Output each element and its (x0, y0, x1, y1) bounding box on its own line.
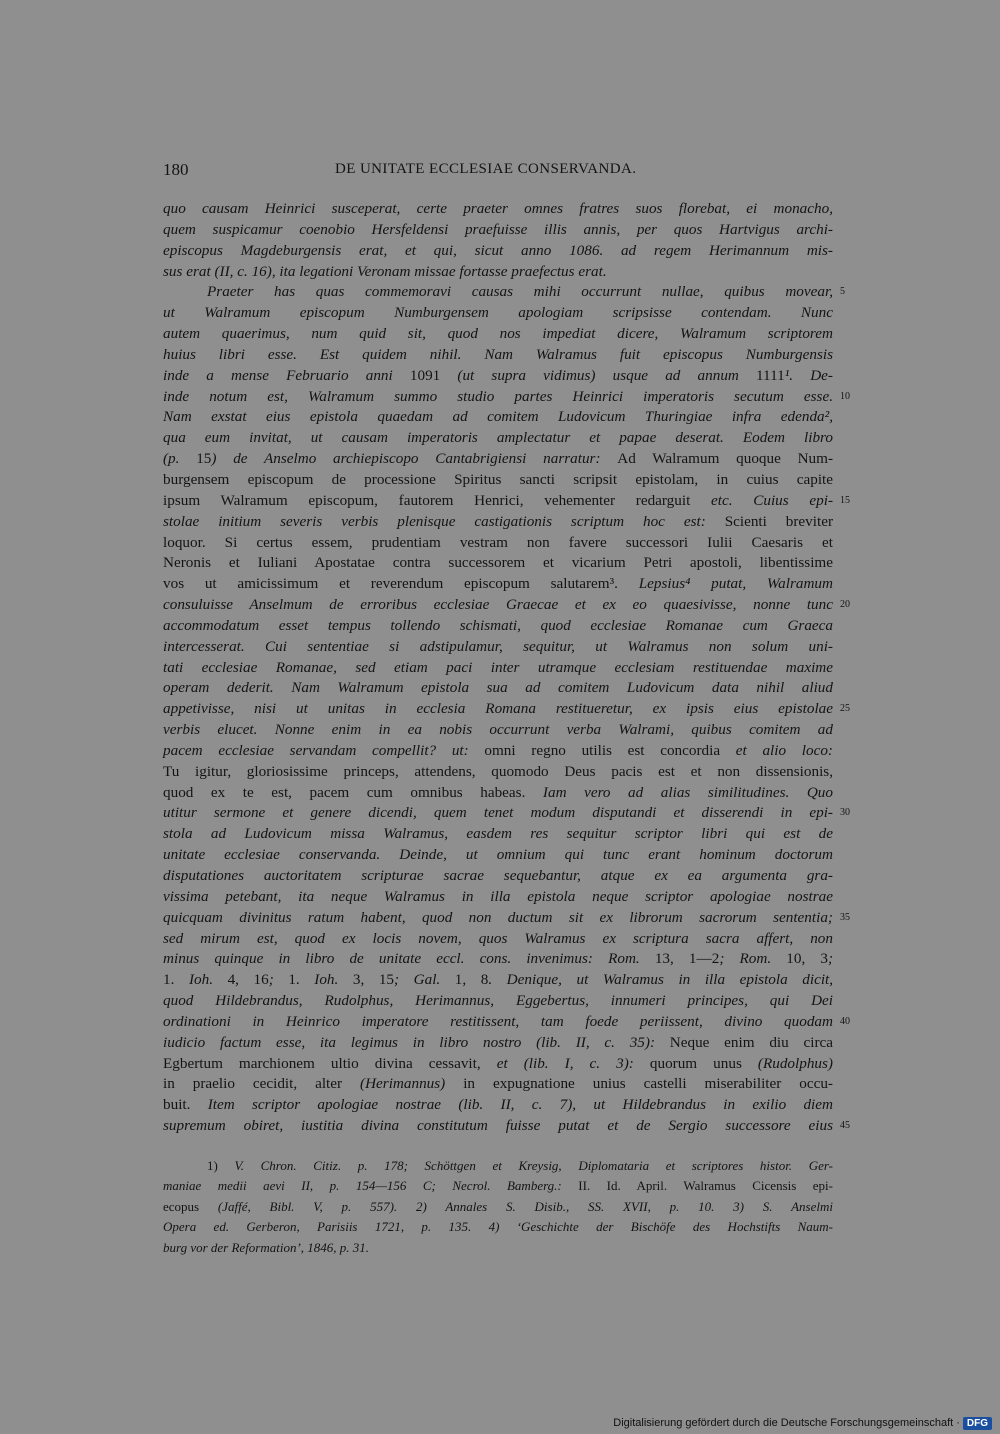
text-segment: ; Gal. (394, 971, 455, 989)
text-line (163, 824, 833, 845)
dfg-logo[interactable]: DFG (963, 1417, 992, 1430)
text-segment: Opera ed. Gerberon, Parisiis 1721, p. 135. 4) ‘Geschichte der Bischöfe des Hochstifts Naum- (163, 1219, 833, 1235)
text-segment: stola ad Ludovicum missa Walramus, easdem res sequitur scriptor libri qui est de (163, 825, 833, 843)
text-segment: ut Walramum episcopum Numburgensem apologiam scripsisse contendam. Nunc (163, 304, 833, 322)
line-number: 40 (840, 1015, 850, 1027)
line-number: 5 (840, 286, 845, 298)
text-line (163, 1054, 833, 1075)
page-number: 180 (163, 160, 189, 179)
text-segment: burgensem episcopum de processione Spiritus sancti scripsit epistolam, in cuius capite (163, 470, 833, 488)
text-segment: quo causam Heinrici susceperat, certe praeter omnes fratres suos florebat, ei monacho, (163, 200, 833, 217)
text-segment: supremum obiret, iustitia divina constitutum fuisse putat et de Sergio successore eius (163, 1117, 833, 1135)
text-segment: ipsum Walramum episcopum, fautorem Henrici, vehementer redarguit (163, 491, 712, 509)
line-number: 15 (840, 494, 850, 506)
credit-separator: · (956, 1417, 960, 1429)
text-segment: intercesserat. Cui sententiae si adstipulamur, sequitur, ut Walramus non solum uni- (163, 637, 833, 655)
text-segment: 10, 3 (786, 950, 828, 968)
text-segment: Nam exstat eius epistola quaedam ad comitem Ludovicum Thuringiae infra edenda², (163, 408, 833, 426)
text-segment: minus quinque in libro de unitate eccl. cons. invenimus: Rom. (163, 950, 655, 968)
text-line (163, 553, 833, 574)
text-segment: (Rudolphus) (757, 1054, 833, 1072)
text-line (163, 533, 833, 554)
line-number: 30 (840, 807, 850, 819)
text-segment: stolae initium severis verbis plenisque castigationis scriptum hoc est: (163, 512, 725, 530)
text-line (163, 449, 833, 470)
text-line (163, 428, 833, 449)
text-segment: 3, 15 (352, 971, 395, 989)
text-line (163, 949, 833, 970)
text-segment: II. Id. April. Walramus Cicensis epi- (578, 1178, 833, 1194)
text-line (163, 803, 850, 824)
text-segment: iudicio factum esse, ita legimus in libro nostro (lib. II, c. 35): (163, 1033, 670, 1051)
text-line (163, 1095, 833, 1116)
text-segment: Egbertum marchionem ultio divina cessavit, (163, 1054, 497, 1072)
text-segment: (Jaffé, Bibl. V, p. 557). 2) Annales S. Disib., SS. XVII, p. 10. 3) S. Anselmi (217, 1198, 833, 1214)
text-segment: Item scriptor apologiae nostrae (lib. II, c. 7), ut Hildebrandus in exilio diem (207, 1096, 833, 1114)
text-segment: utitur sermone et genere dicendi, quem tenet modum disputandi et disserendi in epi- (163, 804, 833, 822)
text-segment: quem suspicamur coenobio Hersfeldensi praefuisse illis annis, per quos Hartvigus archi- (163, 220, 833, 238)
text-segment: verbis elucet. Nonne enim in ea nobis occurrunt verba Walrami, quibus comitem ad (163, 721, 833, 739)
text-segment: appetivisse, nisi ut unitas in ecclesia Romana restitueretur, ex ipsis eius epistolae (163, 700, 833, 718)
text-segment: 1. (288, 971, 315, 989)
text-segment: ecopus (163, 1198, 218, 1214)
text-segment: accommodatum esset tempus tollendo schismati, quod ecclesiae Romanae cum Graeca (163, 616, 833, 634)
text-segment: Neronis et Iuliani Apostatae contra successorem et vicarium Petri apostoli, libentissime (163, 554, 833, 572)
text-segment: 1. (163, 971, 189, 989)
text-segment: pacem ecclesiae servandam compellit? ut: (163, 741, 485, 759)
text-line (163, 637, 833, 658)
text-segment: (p. (163, 450, 197, 468)
text-line (163, 678, 833, 699)
text-segment: quod Hildebrandus, Rudolphus, Herimannus, Eggebertus, innumeri principes, qui Dei (163, 992, 833, 1010)
text-segment: ; (268, 971, 289, 989)
text-segment: quorum unus (649, 1054, 758, 1072)
text-segment: disputationes auctoritatem scripturae sacrae sequebantur, atque ex ea argumenta gra- (163, 867, 833, 884)
text-line (163, 387, 850, 408)
text-line (163, 470, 833, 491)
funding-credit: Digitalisierung gefördert durch die Deutsche Forschungsgemeinschaft (613, 1417, 954, 1429)
text-segment: etc. Cuius epi- (711, 491, 833, 509)
text-line (163, 741, 833, 762)
text-line (163, 908, 850, 929)
text-segment: in praelio cecidit, alter (163, 1075, 361, 1093)
text-segment: loquor. Si certus essem, prudentiam vestram non favere successori Iulii Caesaris et (163, 533, 833, 551)
line-number: 20 (840, 599, 850, 611)
text-segment: ¹. De- (784, 366, 833, 384)
text-line (163, 303, 833, 324)
line-number: 45 (840, 1120, 850, 1132)
text-line (163, 491, 850, 512)
running-title: DE UNITATE ECCLESIAE CONSERVANDA. (335, 161, 637, 177)
text-segment: Ioh. (188, 971, 228, 989)
text-segment: quicquam divinitus ratum habent, quod non ductum sit ex librorum sacrorum sententia; (163, 908, 833, 926)
text-segment: Lepsius⁴ putat, Walramum (638, 575, 833, 593)
text-line (163, 241, 833, 262)
text-line (163, 199, 833, 220)
text-segment: ordinationi in Heinrico imperatore restitissent, tam foede periissent, divino quodam (163, 1012, 833, 1030)
text-segment: Scienti breviter (724, 512, 834, 530)
footnotes (163, 1156, 833, 1258)
text-segment: 13, 1—2 (654, 950, 720, 968)
text-line (163, 1012, 850, 1033)
text-line (163, 1033, 833, 1054)
text-segment: unitate ecclesiae conservanda. Deinde, ut omnium qui tunc erant hominum doctorum (163, 846, 833, 864)
text-segment: V. Chron. Citiz. p. 178; Schöttgen et Kreysig, Diplomataria et scriptores histor. Ger- (234, 1158, 833, 1173)
text-segment: buit. (163, 1096, 208, 1114)
text-segment: Tu igitur, gloriosissime princeps, attendens, quomodo Deus pacis est et non dissensionis, (163, 762, 833, 780)
text-segment: omni regno utilis est concordia (484, 741, 736, 759)
text-segment: 15 (196, 450, 212, 468)
text-line (163, 720, 833, 741)
text-line (163, 887, 833, 908)
text-segment: autem quaerimus, num quid sit, quod nos impediat dicere, Walramum scriptorem (163, 325, 833, 343)
text-line (163, 991, 833, 1012)
text-line (163, 324, 833, 345)
text-segment: 1, 8 (454, 971, 489, 989)
text-line (163, 1074, 833, 1095)
text-line (163, 762, 833, 783)
text-line (163, 574, 833, 595)
line-number: 10 (840, 390, 850, 402)
text-segment: ; (827, 950, 834, 968)
text-line (163, 512, 833, 533)
text-segment: huius libri esse. Est quidem nihil. Nam Walramus fuit episcopus Numburgensis (163, 345, 833, 363)
text-line (163, 366, 833, 387)
text-line (163, 616, 833, 637)
text-segment: 1) (207, 1158, 235, 1173)
line-number: 25 (840, 703, 850, 715)
text-line (163, 783, 833, 804)
text-segment: Ad Walramum quoque Num- (617, 450, 834, 468)
text-line (163, 262, 833, 283)
text-segment: ) de Anselmo archiepiscopo Cantabrigiensi narratur: (211, 450, 618, 468)
text-line (163, 845, 833, 866)
page-header (163, 160, 833, 184)
text-line (163, 699, 850, 720)
text-segment: sus erat (II, c. 16), ita legationi Veronam missae fortasse praefectus erat. (163, 262, 607, 280)
footnote-line (163, 1197, 833, 1217)
text-line (163, 1116, 850, 1137)
text-segment: qua eum invitat, ut causam imperatoris amplectatur et papae deserat. Eodem libro (163, 429, 833, 447)
text-segment: vissima petebant, ita neque Walramus in illa epistola neque scriptor apologiae nostrae (163, 887, 833, 905)
text-segment: Neque enim diu circa (669, 1033, 833, 1051)
footnote-line (163, 1176, 833, 1196)
text-line (163, 595, 850, 616)
text-segment: episcopus Magdeburgensis erat, et qui, sicut anno 1086. ad regem Herimannum mis- (163, 241, 833, 259)
text-segment: 4, 16 (227, 971, 269, 989)
text-segment: 1091 (409, 366, 441, 384)
text-segment: sed mirum est, quod ex locis novem, quos Walramus ex scriptura sacra affert, non (163, 929, 833, 947)
text-line (163, 282, 845, 303)
text-segment: inde notum est, Walramum summo studio partes Heinrici imperatoris secutum esse. (163, 387, 833, 405)
footnote-line (163, 1156, 833, 1176)
text-segment: operam dederit. Nam Walramum epistola sua ad comitem Ludovicum data nihil aliud (163, 679, 833, 697)
text-line (163, 866, 833, 887)
text-segment: in expugnatione unius castelli miserabiliter occu- (463, 1075, 833, 1093)
text-segment: Iam vero ad alias similitudines. Quo (542, 783, 833, 801)
text-segment: 1111 (756, 366, 785, 384)
text-segment: et alio loco: (735, 741, 833, 759)
text-segment: . Denique, ut Walramus in illa epistola dicit, (488, 971, 834, 989)
footnote-line (163, 1238, 833, 1258)
text-segment: Praeter has quas commemoravi causas mihi occurrunt nullae, quibus movear, (207, 283, 833, 301)
text-line (163, 407, 833, 428)
text-segment: (ut supra vidimus) usque ad annum (440, 366, 757, 384)
text-segment: et (lib. I, c. 3): (496, 1054, 650, 1072)
footnote-line (163, 1217, 833, 1237)
text-line (163, 345, 833, 366)
text-segment: vos ut amicissimum et reverendum episcopum salutarem³. (163, 575, 639, 593)
text-line (163, 929, 833, 950)
text-segment: maniae medii aevi II, p. 154—156 C; Necrol. Bamberg.: (163, 1178, 579, 1194)
text-segment: inde a mense Februario anni (163, 366, 410, 384)
text-segment: (Herimannus) (360, 1075, 464, 1093)
footer-bar (613, 1416, 992, 1430)
line-number: 35 (840, 911, 850, 923)
text-line (163, 970, 833, 991)
text-segment: consuluisse Anselmum de erroribus ecclesiae Graecae et ex eo quaesivisse, nonne tunc (163, 596, 833, 614)
text-segment: quod ex te est, pacem cum omnibus habeas. (163, 783, 543, 801)
body-text (163, 199, 850, 1137)
text-line (163, 220, 833, 241)
text-segment: tati ecclesiae Romanae, sed etiam paci inter utramque ecclesiam restituendae maxime (163, 658, 833, 676)
text-segment: burg vor der Reformation’, 1846, p. 31. (163, 1239, 370, 1255)
text-segment: ; Rom. (719, 950, 787, 968)
text-line (163, 658, 833, 679)
text-segment: Ioh. (314, 971, 353, 989)
